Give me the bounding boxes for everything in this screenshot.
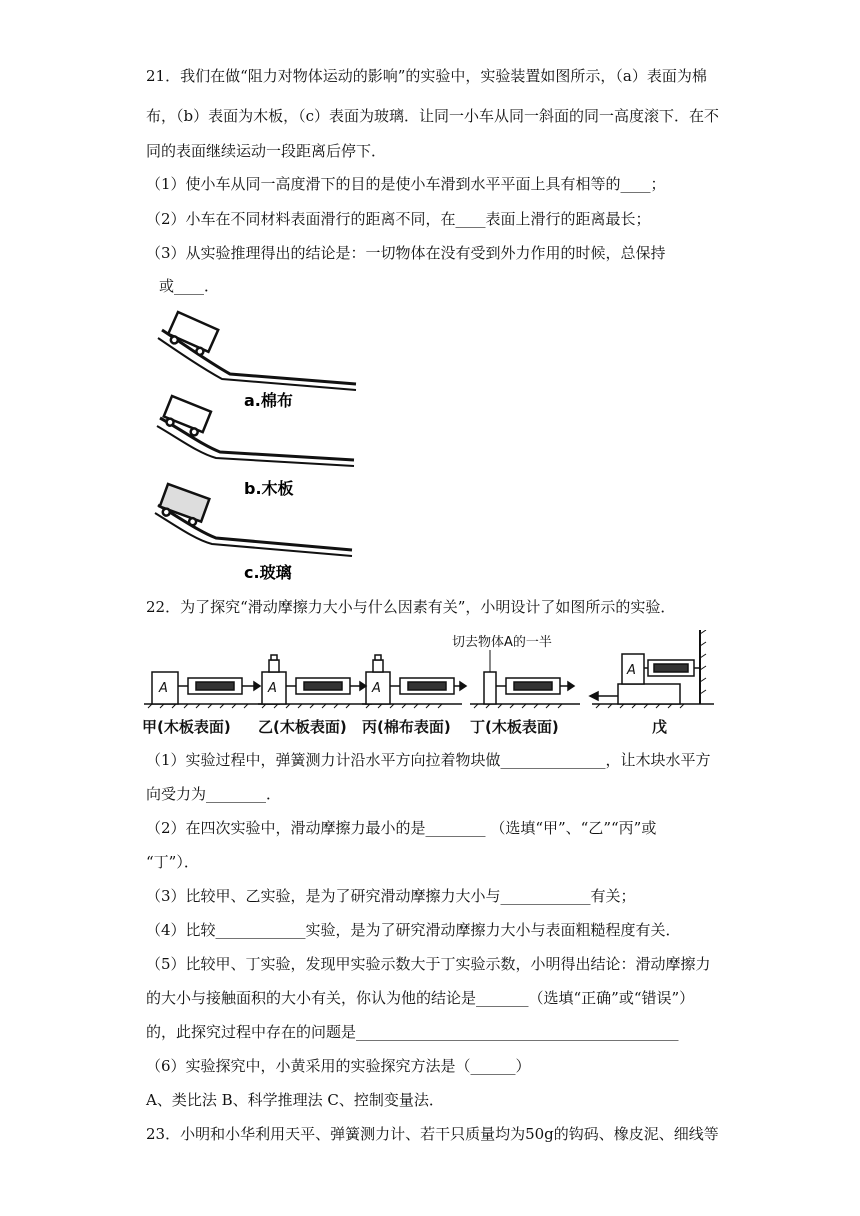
q22-part-2: （2）在四次实验中，滑动摩擦力最小的是________ （选填“甲”、“乙”“丙”或	[146, 819, 657, 837]
q22-friction-figure	[140, 630, 720, 740]
label-a: a.棉布	[244, 391, 293, 410]
block-jia-label: A	[159, 681, 168, 696]
q22-options: A、类比法 B、科学推理法 C、控制变量法．	[146, 1091, 444, 1109]
label-b: b.木板	[244, 479, 294, 498]
block-ding	[484, 672, 496, 704]
cut-note: 切去物体A的一半	[452, 635, 552, 650]
label-c: c.玻璃	[244, 563, 292, 582]
q21-stem-line-3: 同的表面继续运动一段距离后停下．	[146, 142, 387, 160]
block-bing-label: A	[372, 681, 381, 696]
spring-scale-jia-icon	[178, 678, 260, 694]
pull-arrow-wu-icon	[590, 692, 618, 700]
q21-part-3: （3）从实验推理得出的结论是：一切物体在没有受到外力作用的时候，总保持	[146, 244, 666, 262]
q22-part-5: （5）比较甲、丁实验，发现甲实验示数大于丁实验示数，小明得出结论：滑动摩擦力	[146, 955, 711, 973]
caption-wu: 戊	[652, 718, 668, 736]
spring-scale-yi-icon	[286, 678, 366, 694]
q22-part-5-cont-2: 的，此探究过程中存在的问题是___________________________________________	[146, 1023, 679, 1041]
weight-yi-icon	[269, 660, 279, 672]
q21-part-1: （1）使小车从同一高度滑下的目的是使小车滑到水平平面上具有相等的____；	[146, 175, 666, 193]
q21-ramp-figure	[140, 300, 380, 590]
spring-scale-wu-icon	[644, 660, 700, 676]
q21-part-3-cont: 或____．	[159, 277, 220, 295]
caption-ding: 丁(木板表面)	[470, 718, 559, 736]
ramp-c-under	[155, 513, 352, 556]
q23-stem: 23．小明和小华利用天平、弹簧测力计、若干只质量均为50g的钩码、橡皮泥、细线等	[146, 1125, 719, 1143]
caption-bing: 丙(棉布表面)	[362, 718, 451, 736]
q22-part-1: （1）实验过程中，弹簧测力计沿水平方向拉着物块做______________，让木块水平方	[146, 751, 711, 769]
caption-jia: 甲(木板表面)	[142, 718, 231, 736]
q22-part-5-cont-1: 的大小与接触面积的大小有关，你认为他的结论是_______（选填“正确”或“错误”）	[146, 989, 695, 1007]
weight-bing-icon	[373, 660, 383, 672]
board-wu	[618, 684, 680, 704]
q22-part-4: （4）比较____________实验，是为了研究滑动摩擦力大小与表面粗糙程度有关．	[146, 921, 681, 939]
block-yi-label: A	[268, 681, 277, 696]
q22-part-3: （3）比较甲、乙实验，是为了研究滑动摩擦力大小与____________有关；	[146, 887, 636, 905]
block-wu-label: A	[627, 663, 636, 678]
q22-part-6: （6）实验探究中，小黄采用的实验探究方法是（______）	[146, 1057, 531, 1075]
spring-scale-bing-icon	[390, 678, 466, 694]
q21-part-2: （2）小车在不同材料表面滑行的距离不同，在____表面上滑行的距离最长；	[146, 210, 651, 228]
q21-stem-line-2: 布，（b）表面为木板，（c）表面为玻璃．让同一小车从同一斜面的同一高度滚下．在不	[146, 107, 720, 125]
q22-stem: 22．为了探究“滑动摩擦力大小与什么因素有关”，小明设计了如图所示的实验．	[146, 598, 676, 616]
q22-part-2-cont: “丁”）．	[146, 853, 199, 871]
q21-stem-line-1: 21．我们在做“阻力对物体运动的影响”的实验中，实验装置如图所示，（a）表面为棉	[146, 67, 707, 85]
ramp-b-under	[157, 426, 354, 466]
spring-scale-ding-icon	[496, 678, 574, 694]
q22-part-1-cont: 向受力为________．	[146, 785, 282, 803]
caption-yi: 乙(木板表面)	[258, 718, 347, 736]
